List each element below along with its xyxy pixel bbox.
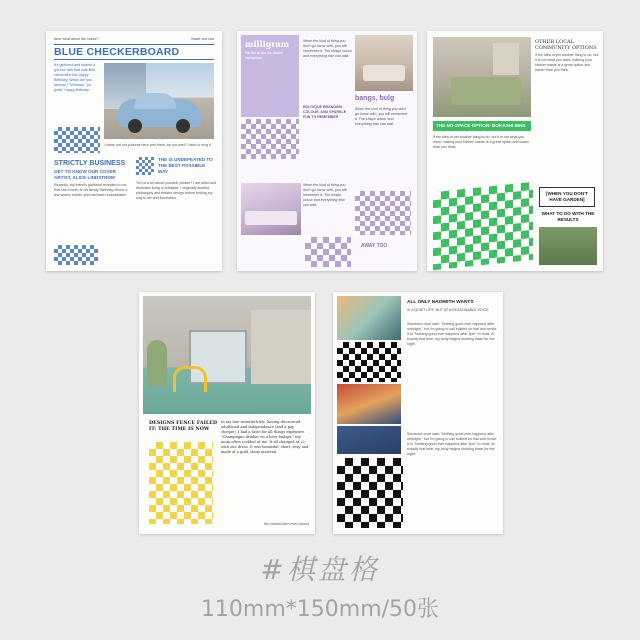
- card4-footer-right: the earliest item ever owned: [264, 522, 309, 526]
- car-wheel-left: [128, 119, 142, 133]
- card1-body-right: Tell us a bit about yourself, please? I am artist and illustrator living in Adelaide. I originally studied philosophy and theatre design before finding my way to art and illustration.: [136, 181, 216, 200]
- card5-body-continued: Someone once said: "Nothing good ever happens after midnight," but I'm going to call bullshit on that and revise it to "Nothing good ever happens after 3pm" in retail. At exactly that time, my body begins shutting down for the night.: [407, 432, 497, 456]
- blue-checker-patch-bottom: [54, 245, 98, 265]
- black-collage-photo-mid: [337, 384, 401, 424]
- sticker-card-yellow-checkerboard: [139, 292, 315, 534]
- product-tag-title: #棋盘格: [260, 553, 380, 586]
- black-checker-patch-top: [337, 342, 401, 382]
- card1-top-left-text: Ame what about the colour?: [54, 37, 99, 41]
- purple-checker-patch-wavy: [305, 237, 351, 267]
- sticker-card-purple-checkerboard: [237, 31, 417, 271]
- card3-heading-right: OTHER LOCAL COMMUNITY OPTIONS: [535, 39, 597, 51]
- storefront-wall: [251, 310, 311, 384]
- card2-subtitle: the bar is too the lowest marspress: [245, 51, 283, 60]
- card3-section-title: THE NO-SPACE OPTION: BOKASHI BINS: [436, 123, 526, 128]
- product-dimensions: 110mm*150mm/50张: [200, 597, 440, 622]
- card1-headline: BLUE CHECKERBOARD: [54, 46, 180, 58]
- card1-photo-caption: I came out our pictures here and there, by our own! I have to sing it.: [104, 143, 212, 147]
- plant-pot: [147, 340, 167, 386]
- card3-green-bar: [433, 121, 531, 131]
- blue-car-photo: [104, 63, 214, 139]
- green-plant-photo: [539, 227, 597, 265]
- black-collage-photo-low: [337, 426, 401, 454]
- sticker-card-blue-checkerboard: [46, 31, 222, 271]
- card3-body: If the idea of yet another thing to do, but it is not what you want, making your kitchen waste is a great option and easier than you think.: [433, 135, 530, 149]
- card3-side-label: WHAT TO DO WITH THE RESULTS: [541, 211, 595, 222]
- car-wheel-right: [176, 119, 190, 133]
- card2-bottom-label: AWAY TOO: [361, 243, 388, 249]
- green-bedroom-photo: [433, 37, 531, 117]
- card1-intro: It's girlfriend and shared a gift box with that cute little clementine like happy Birthday! Which are you, Atmosh? "Whassa" "ya gotta" Happy Birthday.: [54, 63, 96, 92]
- card2-mid-heading: BOUTIQUE BRANDING COLOUR, AND SPARKLE FUN TO REMEMBER: [303, 105, 347, 119]
- yellow-rail: [173, 366, 207, 392]
- card1-section-title: STRICTLY BUSINESS: [54, 160, 126, 167]
- card5-sub: IS A QUIET LIFE, BUT AT A REASONABLE VOICE: [407, 308, 489, 312]
- card1-section-sub: GET TO KNOW OUR COVER ARTIST, ALICE LINDSTROM: [54, 169, 116, 180]
- card4-heading: DESIGNS FENCE FAILED IT: THE TIME IS NOW: [149, 420, 218, 432]
- black-checker-patch-bottom: [337, 458, 403, 528]
- purple-interior-photo: [355, 35, 413, 91]
- card3-pull-box: [WHEN YOU DON'T HAVE GARDEN]: [539, 187, 595, 207]
- card5-heading: ALL ONLY NAISMITH WANTS: [407, 300, 474, 305]
- card1-pull-quote: THE IS UNDEFEATED TO THE BEST POSSIBLE WAY: [158, 157, 213, 174]
- card1-top-right-text: inside one lost: [191, 37, 214, 41]
- card1-body-left: Recently, my friend's girlfriend revealed to me that she'd been at his family. Birthday dinner a few weeks earlier, and had been scandalised.: [54, 183, 128, 197]
- card5-body: Someone once said: "Nothing good ever happens after midnight," but I'm going to call bullshit on that and revise it to "Nothing good ever happens after 3pm" in retail. At exactly that time, my body begins shutting down for the night.: [407, 322, 497, 346]
- purple-checker-patch-left: [241, 119, 299, 159]
- sticker-card-black-checkerboard: [333, 292, 503, 534]
- storefront-photo: [143, 296, 311, 414]
- sticker-card-green-checkerboard: [427, 31, 603, 271]
- black-collage-photo-top: [337, 296, 401, 340]
- card2-body: When the kind of thing you don't go home with, you will remember it. The shape colour and everything else can wait.: [303, 39, 352, 58]
- card2-right-text: When the kind of thing you don't go home with, you will remember it. The shape colour and everything else can wait.: [355, 107, 408, 126]
- card2-lower-text: When the kind of thing you don't go home with, you will remember it. The shape colour and everything else can wait.: [303, 183, 347, 207]
- yellow-checker-patch: [149, 442, 213, 524]
- card3-side-text: If the idea of yet another thing to do, but it is not what you want, making your kitchen waste is a great option and easier than you think.: [535, 53, 599, 72]
- card2-title: milligram: [245, 39, 290, 49]
- card2-right-heading: bangs, bulg: [355, 95, 395, 102]
- purple-checker-patch-right: [355, 191, 411, 235]
- green-checker-patch: [433, 182, 533, 271]
- purple-bedroom-photo: [241, 183, 301, 235]
- blue-checker-patch-small: [54, 127, 100, 153]
- card1-rule: [54, 44, 214, 45]
- blue-checker-patch-mid: [136, 157, 154, 175]
- card4-body: In my late twentieth life, having discovered adulthood and independence (and a pay cheque), I had a taste for all things expensive. "Champagne drinker on a beer budget," my mum often scolded at me. It all changed at 22 with one dress. It was beautiful, short, sexy and made of a gold, shiny material.: [221, 420, 309, 454]
